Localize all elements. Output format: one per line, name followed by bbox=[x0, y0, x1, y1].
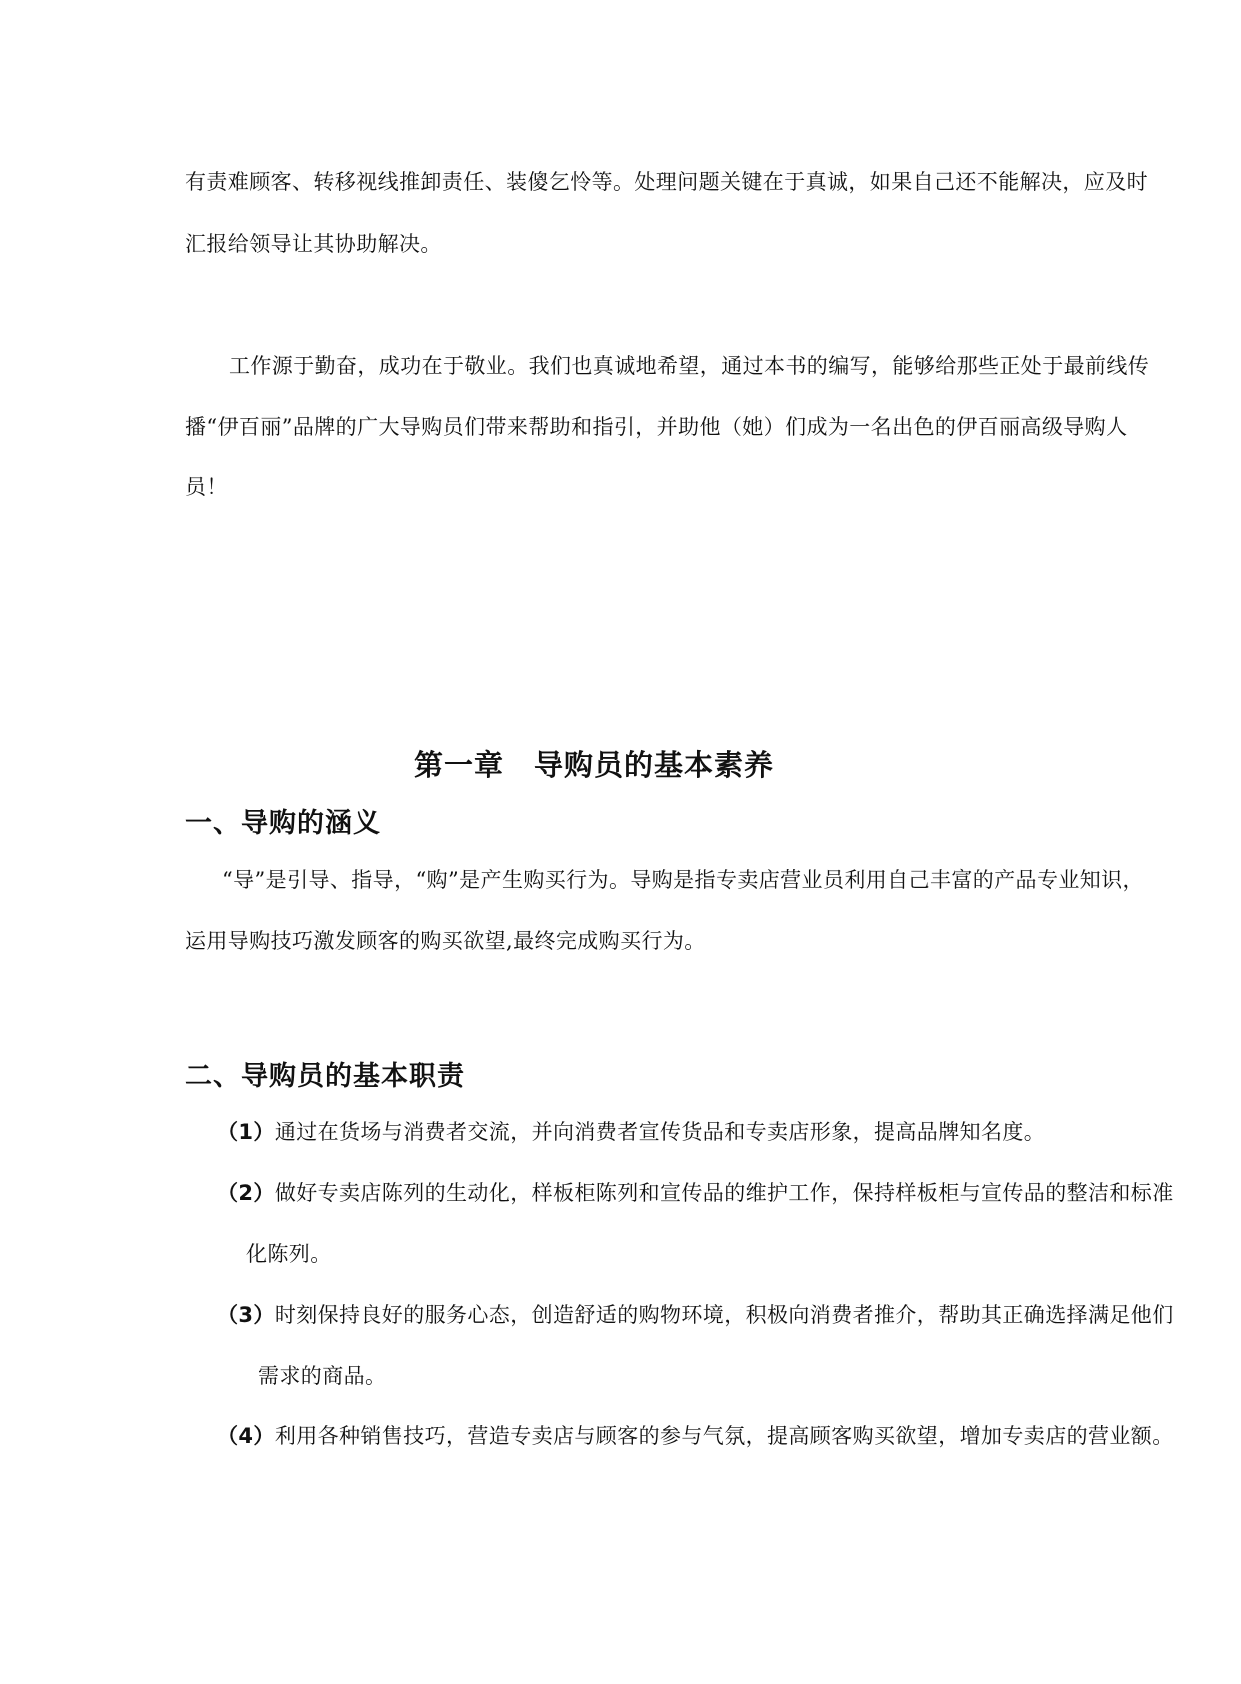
duty-text: 做好专卖店陈列的生动化，样板柜陈列和宣传品的维护工作，保持样板柜与宣传品的整洁和标准 bbox=[274, 1181, 1174, 1205]
duty-item-3-continuation: 需求的商品。 bbox=[258, 1364, 387, 1388]
duty-number: （2） bbox=[217, 1181, 275, 1205]
preface-line-3: 工作源于勤奋，成功在于敬业。我们也真诚地希望，通过本书的编写，能够给那些正处于最前线传 bbox=[229, 354, 1150, 378]
section1-line-1: “导”是引导、指导，“购”是产生购买行为。导购是指专卖店营业员利用自己丰富的产品专业知识， bbox=[222, 868, 1144, 892]
chapter-title: 第一章 导购员的基本素养 bbox=[413, 748, 774, 782]
section-heading-duties: 二、导购员的基本职责 bbox=[185, 1061, 465, 1092]
duty-text: 利用各种销售技巧，营造专卖店与顾客的参与气氛，提高顾客购买欲望，增加专卖店的营业额。 bbox=[274, 1424, 1174, 1448]
duty-number: （4） bbox=[217, 1424, 275, 1448]
duty-number: （3） bbox=[217, 1303, 275, 1327]
duty-number: （1） bbox=[217, 1120, 275, 1144]
duty-item-1 bbox=[217, 1117, 1045, 1147]
preface-line-1: 有责难顾客、转移视线推卸责任、装傻乞怜等。处理问题关键在于真诚，如果自己还不能解决，应及时 bbox=[185, 170, 1148, 194]
section-heading-meaning: 一、导购的涵义 bbox=[185, 808, 381, 839]
duty-item-3 bbox=[217, 1300, 1174, 1330]
duty-text: 时刻保持良好的服务心态，创造舒适的购物环境，积极向消费者推介，帮助其正确选择满足他们 bbox=[274, 1303, 1174, 1327]
duty-item-2 bbox=[217, 1178, 1174, 1208]
duty-item-2-continuation: 化陈列。 bbox=[246, 1242, 332, 1266]
section1-line-2: 运用导购技巧激发顾客的购买欲望,最终完成购买行为。 bbox=[185, 929, 706, 953]
duty-item-4 bbox=[217, 1421, 1174, 1451]
preface-line-2: 汇报给领导让其协助解决。 bbox=[185, 232, 442, 256]
preface-line-5: 员！ bbox=[185, 475, 228, 499]
preface-line-4: 播“伊百丽”品牌的广大导购员们带来帮助和指引，并助他（她）们成为一名出色的伊百丽高级导购人 bbox=[185, 415, 1128, 439]
duty-text: 通过在货场与消费者交流，并向消费者宣传货品和专卖店形象，提高品牌知名度。 bbox=[274, 1120, 1046, 1144]
